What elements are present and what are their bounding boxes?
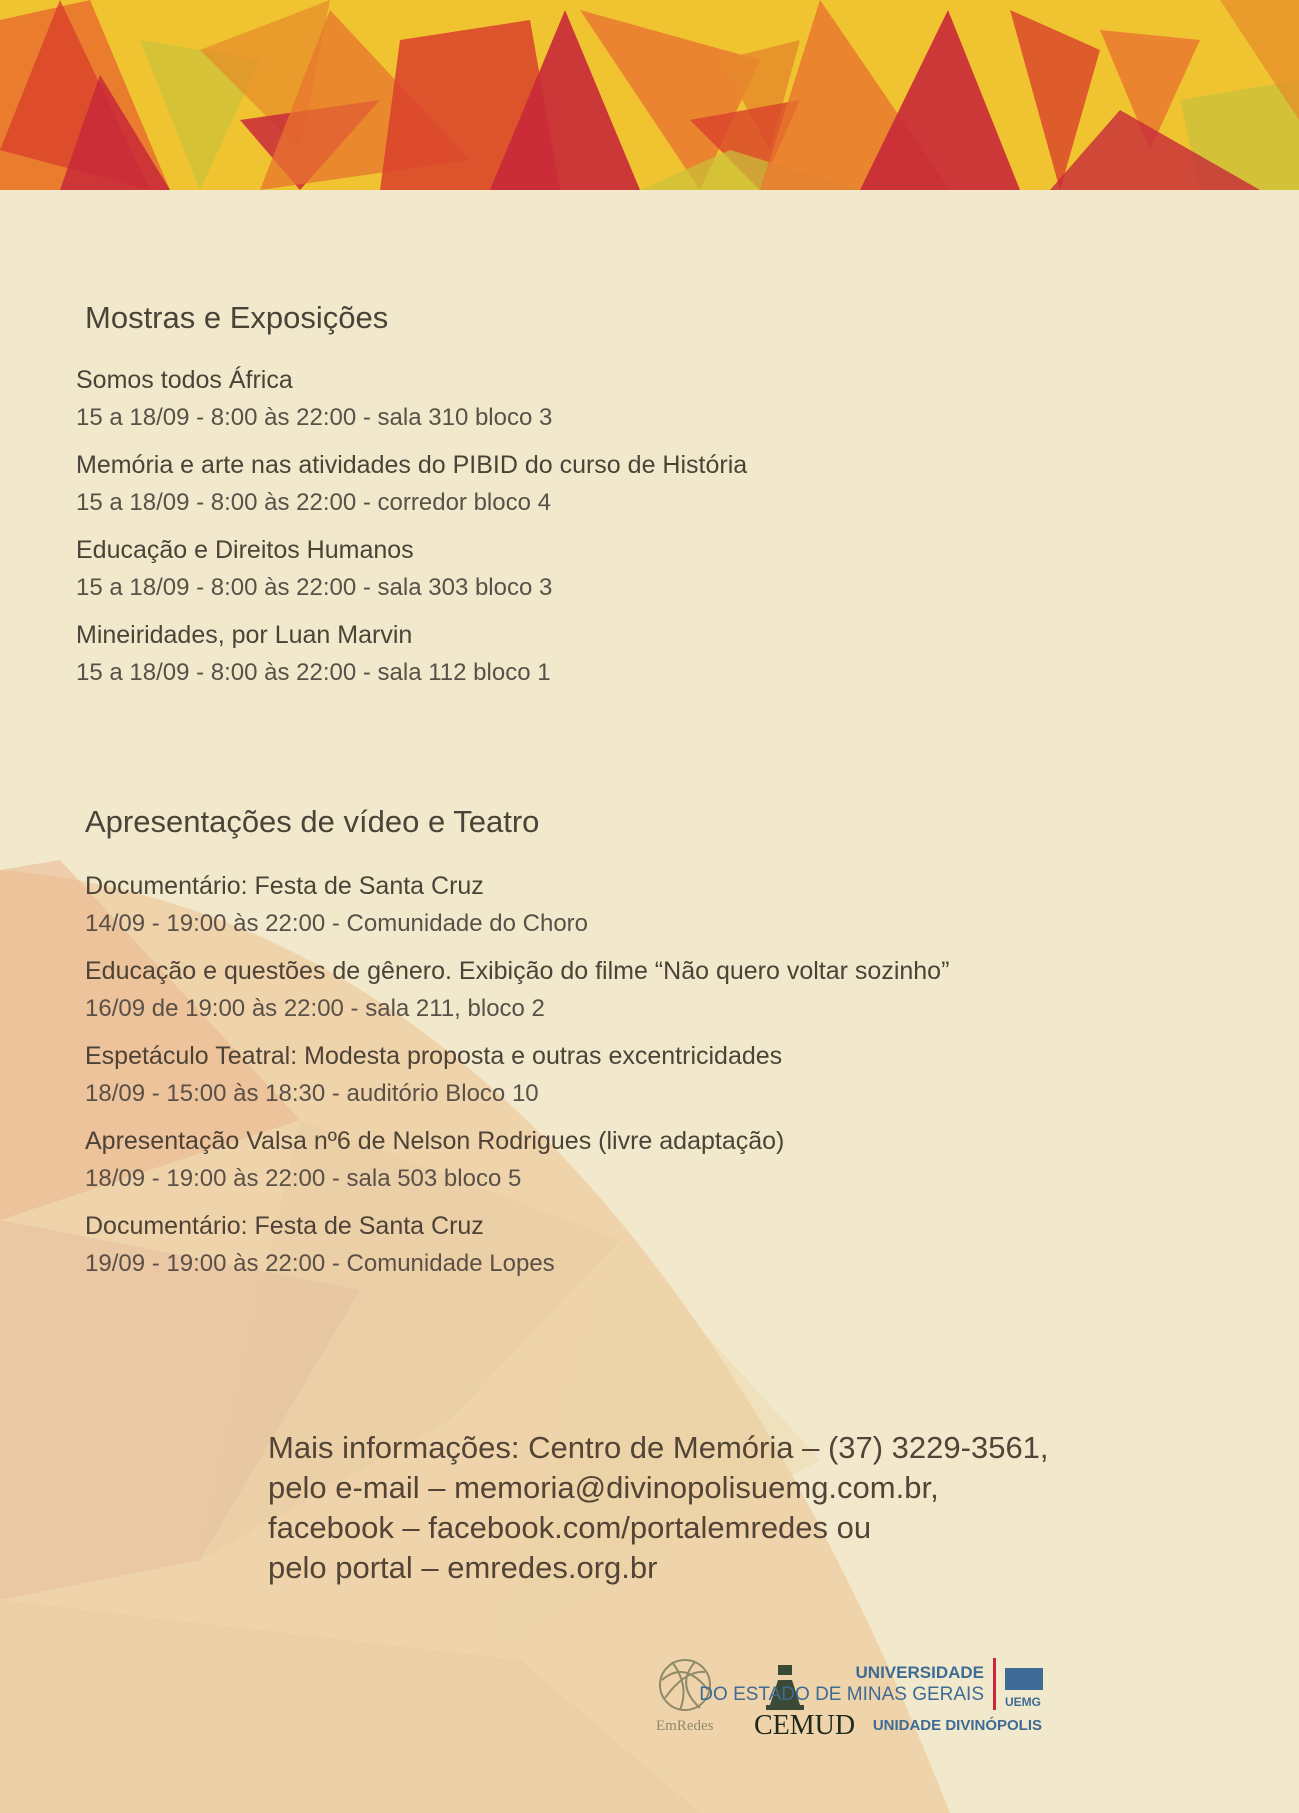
list-item — [85, 1123, 949, 1197]
list-item — [85, 953, 949, 1027]
list-item — [76, 532, 747, 606]
list-item — [76, 617, 747, 691]
event-title: Educação e questões de gênero. Exibição do filme “Não quero voltar sozinho” — [85, 957, 950, 985]
list-item — [76, 447, 747, 521]
cemud-text: CEMUD — [754, 1710, 856, 1741]
sponsor-logos — [650, 1650, 1210, 1750]
info-line-portal[interactable]: pelo portal – emredes.org.br — [268, 1550, 658, 1585]
event-title: Espetáculo Teatral: Modesta proposta e outras excentricidades — [85, 1042, 783, 1070]
geometric-banner — [0, 0, 1299, 190]
info-line-facebook[interactable]: facebook – facebook.com/portalemredes ou — [268, 1510, 872, 1545]
exhibitions-list — [76, 362, 747, 702]
event-title: Somos todos África — [76, 366, 293, 394]
event-detail: 15 a 18/09 - 8:00 às 22:00 - corredor bloco 4 — [76, 489, 551, 516]
event-detail: 18/09 - 15:00 às 18:30 - auditório Bloco 10 — [85, 1080, 539, 1107]
event-title: Documentário: Festa de Santa Cruz — [85, 872, 484, 900]
presentations-heading: Apresentações de vídeo e Teatro — [85, 804, 540, 839]
uemg-mark: UEMG — [1005, 1695, 1041, 1709]
presentations-list — [85, 868, 949, 1293]
info-line-phone: Mais informações: Centro de Memória – (37) 3229-3561, — [268, 1430, 1049, 1465]
event-detail: 14/09 - 19:00 às 22:00 - Comunidade do Choro — [85, 910, 589, 937]
list-item — [76, 362, 747, 436]
emredes-text: EmRedes — [656, 1718, 714, 1734]
event-title: Educação e Direitos Humanos — [76, 536, 414, 564]
uemg-line3: UNIDADE DIVINÓPOLIS — [872, 1717, 1042, 1734]
uemg-line1: UNIVERSIDADE — [855, 1663, 984, 1682]
event-detail: 15 a 18/09 - 8:00 às 22:00 - sala 303 bloco 3 — [76, 574, 553, 601]
event-title: Mineiridades, por Luan Marvin — [76, 621, 413, 649]
event-detail: 18/09 - 19:00 às 22:00 - sala 503 bloco 5 — [85, 1165, 522, 1192]
uemg-line2: DO ESTADO DE MINAS GERAIS — [699, 1684, 984, 1705]
uemg-logo — [699, 1658, 1043, 1734]
event-title: Memória e arte nas atividades do PIBID do curso de História — [76, 451, 748, 479]
event-detail: 16/09 de 19:00 às 22:00 - sala 211, bloco 2 — [85, 995, 545, 1022]
list-item — [85, 1038, 949, 1112]
list-item — [85, 1208, 949, 1282]
exhibitions-heading: Mostras e Exposições — [85, 300, 389, 335]
event-detail: 15 a 18/09 - 8:00 às 22:00 - sala 310 bloco 3 — [76, 404, 553, 431]
event-detail: 15 a 18/09 - 8:00 às 22:00 - sala 112 bloco 1 — [76, 659, 551, 686]
event-title: Apresentação Valsa nº6 de Nelson Rodrigues (livre adaptação) — [85, 1127, 785, 1155]
event-title: Documentário: Festa de Santa Cruz — [85, 1212, 484, 1240]
event-detail: 19/09 - 19:00 às 22:00 - Comunidade Lopes — [85, 1250, 555, 1277]
contact-info — [268, 1428, 1049, 1588]
list-item — [85, 868, 949, 942]
info-line-email[interactable]: pelo e-mail – memoria@divinopolisuemg.com.br, — [268, 1470, 939, 1505]
